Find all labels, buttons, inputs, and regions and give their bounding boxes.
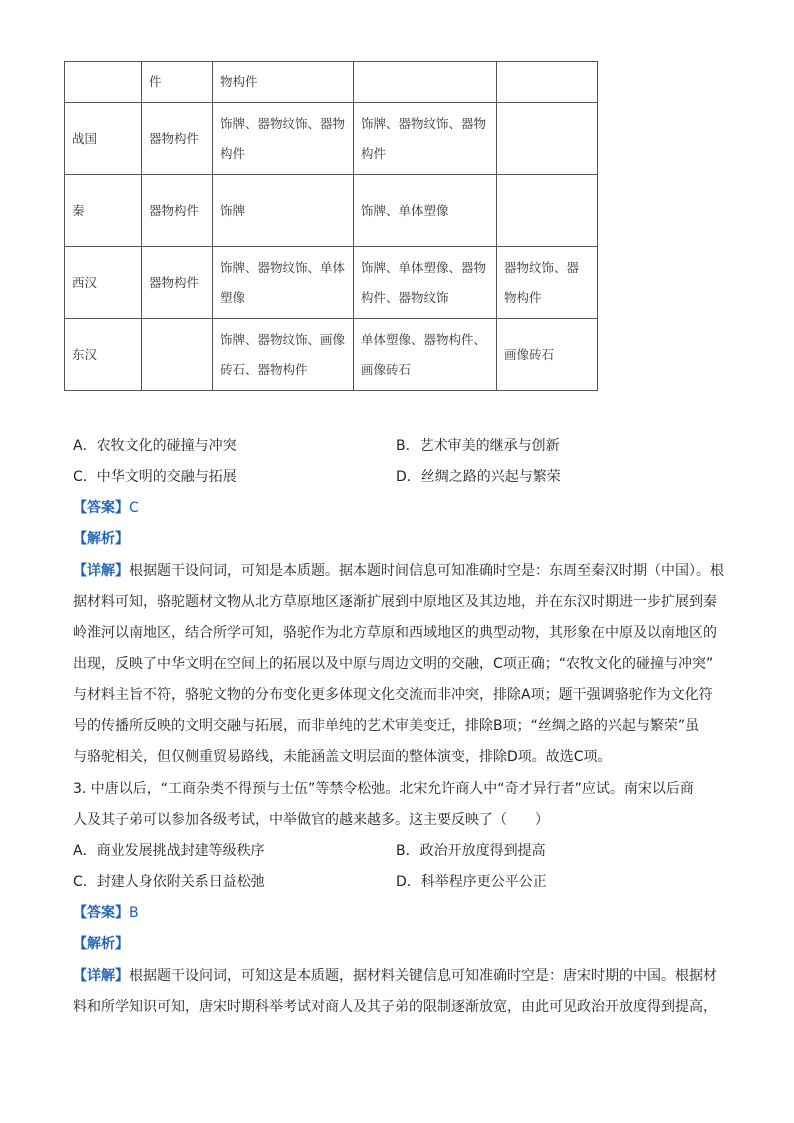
table-cell: 饰牌 xyxy=(213,175,354,247)
table-cell: 西汉 xyxy=(65,247,142,319)
detail-text: 根据题干设问词，可知是本质题。据本题时间信息可知准确时空是：东周至秦汉时期（中国）。根 xyxy=(129,563,724,579)
q2-detail-line: 与骆驼相关，但仅侧重贸易路线，未能涵盖文明层面的整体演变，排除D项。故选C项。 xyxy=(73,749,612,765)
table-cell xyxy=(354,62,497,103)
table-cell: 画像砖石 xyxy=(497,319,598,391)
q3-option-c: C．封建人身依附关系日益松弛 xyxy=(73,874,265,890)
q3-stem-line: 人及其子弟可以参加各级考试，中举做官的越来越多。这主要反映了（ ） xyxy=(73,812,549,828)
q3-option-d: D．科举程序更公平公正 xyxy=(396,874,547,890)
q2-analysis-tag: 【解析】 xyxy=(73,531,129,547)
q2-option-a: A．农牧文化的碰撞与冲突 xyxy=(73,438,237,454)
q2-answer xyxy=(73,498,139,518)
q3-detail-line: 料和所学知识可知，唐宋时期科举考试对商人及其子弟的限制逐渐放宽，由此可见政治开放度得到提高， xyxy=(73,999,717,1015)
q3-answer xyxy=(73,903,139,923)
table-cell: 饰牌、单体塑像 xyxy=(354,175,497,247)
detail-tag: 【详解】 xyxy=(73,968,129,984)
q3-option-a: A．商业发展挑战封建等级秩序 xyxy=(73,843,265,859)
answer-tag: 【答案】 xyxy=(73,905,129,921)
q3-option-b: B．政治开放度得到提高 xyxy=(396,843,546,859)
q2-detail-line: 与材料主旨不符，骆驼文物的分布变化更多体现文化交流而非冲突，排除A项；题干强调骆驼作为文化符 xyxy=(73,687,713,703)
q2-detail-line: 据材料可知，骆驼题材文物从北方草原地区逐渐扩展到中原地区及其边地，并在东汉时期进一步扩展到秦 xyxy=(73,594,717,610)
table-cell: 器物构件 xyxy=(142,103,213,175)
table-cell xyxy=(142,319,213,391)
table-cell: 东汉 xyxy=(65,319,142,391)
answer-value: B xyxy=(129,905,139,921)
table-cell: 器物构件 xyxy=(142,175,213,247)
table-row xyxy=(65,247,598,319)
table-cell: 战国 xyxy=(65,103,142,175)
table-cell: 单体塑像、器物构件、画像砖石 xyxy=(354,319,497,391)
table-row xyxy=(65,103,598,175)
table-cell: 饰牌、器物纹饰、画像砖石、器物构件 xyxy=(213,319,354,391)
q2-detail-line: 号的传播所反映的文明交融与拓展，而非单纯的艺术审美变迁，排除B项；“丝绸之路的兴起与繁荣”虽 xyxy=(73,718,700,734)
table-cell: 饰牌、单体塑像、器物构件、器物纹饰 xyxy=(354,247,497,319)
q2-detail-line: 出现，反映了中华文明在空间上的拓展以及中原与周边文明的交融，C项正确；“农牧文化的碰撞与冲突” xyxy=(73,656,714,672)
table-cell xyxy=(497,62,598,103)
table-cell: 物构件 xyxy=(213,62,354,103)
table-cell: 器物构件 xyxy=(142,247,213,319)
table-cell: 秦 xyxy=(65,175,142,247)
table-cell: 器物纹饰、器物构件 xyxy=(497,247,598,319)
table-cell xyxy=(65,62,142,103)
q3-stem-line: 3. 中唐以后，“工商杂类不得预与士伍”等禁令松弛。北宋允许商人中“奇才异行者”应试。南宋以后商 xyxy=(73,781,694,797)
q2-option-b: B．艺术审美的继承与创新 xyxy=(396,438,560,454)
artifact-table xyxy=(64,61,598,391)
table-cell: 饰牌、器物纹饰、单体塑像 xyxy=(213,247,354,319)
table-cell: 饰牌、器物纹饰、器物构件 xyxy=(354,103,497,175)
answer-tag: 【答案】 xyxy=(73,500,129,516)
table-row xyxy=(65,175,598,247)
q2-option-c: C．中华文明的交融与拓展 xyxy=(73,469,237,485)
answer-value: C xyxy=(129,500,139,516)
q3-analysis-tag: 【解析】 xyxy=(73,936,129,952)
detail-text: 根据题干设问词，可知这是本质题，据材料关键信息可知准确时空是：唐宋时期的中国。根据材 xyxy=(129,968,717,984)
q3-detail-line xyxy=(73,966,717,986)
table-cell: 件 xyxy=(142,62,213,103)
q2-detail-line xyxy=(73,561,724,581)
table-cell xyxy=(497,175,598,247)
table-row xyxy=(65,319,598,391)
table-cell xyxy=(497,103,598,175)
detail-tag: 【详解】 xyxy=(73,563,129,579)
table-cell: 饰牌、器物纹饰、器物构件 xyxy=(213,103,354,175)
table-row xyxy=(65,62,598,103)
q2-detail-line: 岭淮河以南地区，结合所学可知，骆驼作为北方草原和西域地区的典型动物，其形象在中原及以南地区的 xyxy=(73,625,717,641)
q2-option-d: D．丝绸之路的兴起与繁荣 xyxy=(396,469,561,485)
